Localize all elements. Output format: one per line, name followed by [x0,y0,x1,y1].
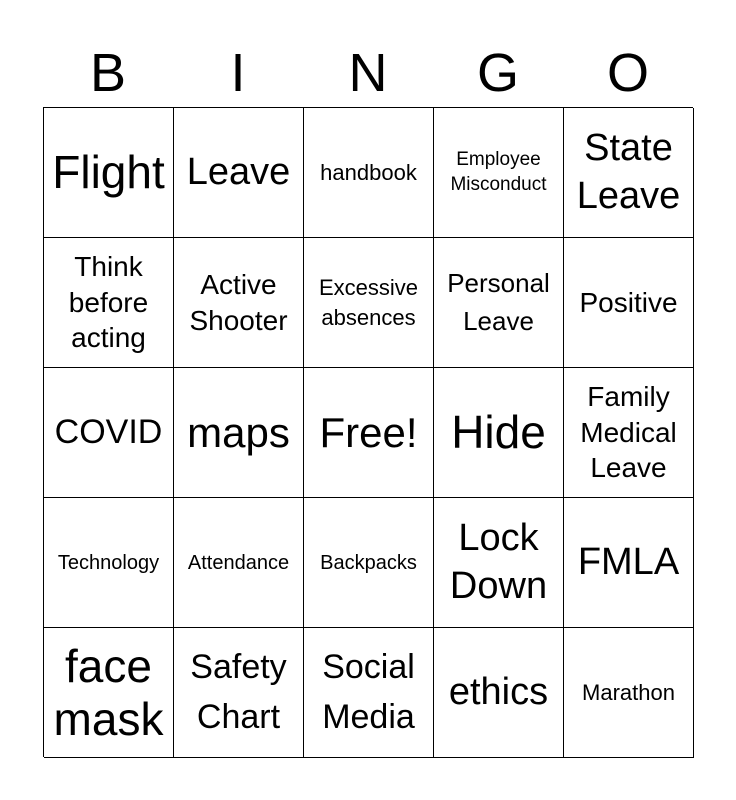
bingo-cell[interactable] [434,498,564,628]
bingo-cell[interactable] [564,368,694,498]
cell-text: Employee Misconduct [450,148,547,195]
bingo-cell[interactable] [304,498,434,628]
free-space-text: Free! [319,408,418,456]
bingo-cell[interactable] [564,108,694,238]
cell-text: Family Medical Leave [580,380,677,484]
cell-text: Flight [52,146,165,199]
bingo-cell[interactable] [44,368,174,498]
bingo-cell[interactable] [434,628,564,758]
cell-text: ethics [448,670,549,713]
cell-text: Backpacks [320,551,417,574]
cell-text: Social Media [322,648,415,736]
bingo-cell[interactable] [304,238,434,368]
bingo-cell[interactable] [564,628,694,758]
bingo-board [43,107,693,757]
cell-text: Attendance [187,551,290,574]
cell-text: Personal Leave [447,268,550,336]
bingo-cell[interactable] [174,498,304,628]
cell-text: Think before acting [68,250,149,354]
bingo-cell[interactable] [434,108,564,238]
cell-text: maps [187,408,290,456]
cell-text: FMLA [577,540,680,583]
header-letter-b: B [89,43,127,103]
bingo-cell[interactable] [174,368,304,498]
bingo-cell[interactable] [434,368,564,498]
bingo-cell[interactable] [174,628,304,758]
bingo-cell[interactable] [44,108,174,238]
bingo-cell[interactable] [44,238,174,368]
bingo-cell[interactable] [304,108,434,238]
cell-text: Leave [186,150,291,193]
bingo-cell[interactable] [174,238,304,368]
cell-text: Hide [451,406,546,459]
cell-text: Positive [579,286,678,318]
cell-text: COVID [54,412,163,451]
header-letter-g: G [476,43,519,103]
cell-text: State Leave [576,127,681,217]
bingo-cell[interactable] [434,238,564,368]
bingo-cell[interactable] [564,498,694,628]
cell-text: Marathon [582,679,675,705]
bingo-cell[interactable] [44,628,174,758]
cell-text: Lock Down [449,517,548,607]
bingo-cell[interactable] [44,498,174,628]
header-letter-n: N [348,43,388,103]
cell-text: Safety Chart [190,648,287,736]
bingo-cell[interactable] [174,108,304,238]
cell-text: Technology [57,551,160,574]
cell-text: face mask [53,640,164,745]
free-space-cell[interactable] [304,368,434,498]
bingo-cell[interactable] [564,238,694,368]
cell-text: Active Shooter [189,268,288,336]
header-letter-i: I [230,43,246,103]
bingo-header [43,40,693,106]
header-letter-o: O [606,43,649,103]
cell-text: Excessive absences [318,275,419,330]
bingo-cell[interactable] [304,628,434,758]
cell-text: handbook [320,159,417,185]
